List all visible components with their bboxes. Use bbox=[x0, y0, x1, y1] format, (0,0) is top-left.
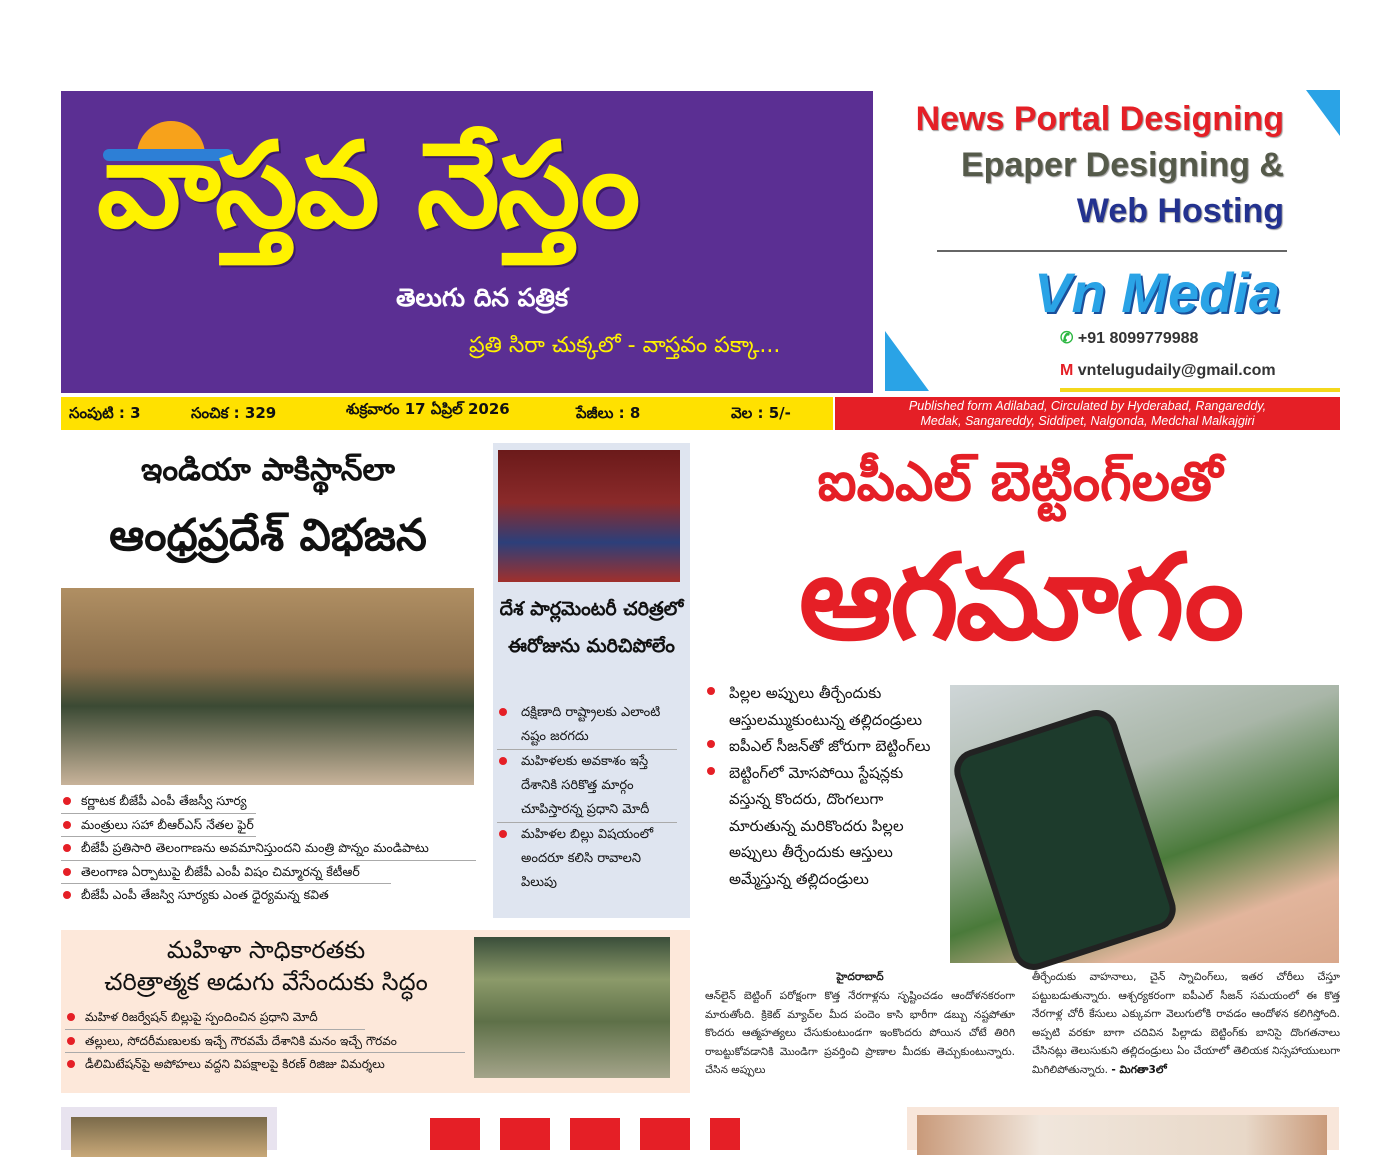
parliament-speech-photo bbox=[61, 588, 474, 785]
story3-kicker[interactable]: ఐపీఎల్ బెట్టింగ్‌లతో bbox=[817, 450, 1223, 513]
list-item: డీలిమిటేషన్‌పై అపోహలు వద్దని విపక్షాలపై కిరణ్ రిజిజు విమర్శలు bbox=[65, 1053, 465, 1076]
list-item: మంత్రులు సహా బీఆర్ఎస్ నేతల ఫైర్ bbox=[61, 814, 256, 838]
story2-box bbox=[493, 443, 690, 918]
newspaper-subtitle: తెలుగు దిన పత్రిక bbox=[396, 283, 569, 312]
story1-kicker[interactable]: ఇండియా పాకిస్థాన్‌లా bbox=[140, 452, 396, 488]
continued-link[interactable]: - మిగతా3లో bbox=[1111, 1063, 1167, 1076]
corner-decoration bbox=[885, 331, 929, 391]
published-line-1: Published form Adilabad, Circulated by Hyderabad, Rangareddy, bbox=[908, 399, 1267, 413]
list-item: దక్షిణాది రాష్ట్రాలకు ఎలాంటి నష్టం జరగదు bbox=[497, 701, 677, 750]
list-item: ఐపీఎల్ సీజన్‌తో జోరుగా బెట్టింగ్‌లు bbox=[705, 733, 945, 760]
body-text: తీర్చేందుకు వాహనాలు, చైన్ స్నాచింగ్‌లు, ఇతర చోరీలు చేస్తూ పట్టుబడుతున్నారు. ఆశ్చర్యకరంగా ఐపీఎల్ సీజన్ సమయంలో ఈ కొత్త నేరగాళ్ల చోరీ కేసులు ఎక్కువగా వెలుగులోకి రావడం ఆందోళన కలిగిస్తోంది. అప్పటి వరకూ బాగా చదివిన పిల్లాడు బెట్టింగ్‌కు బానిసై దొంగతనాలు చేసినట్లు తెలుసుకుని తల్లిదండ్రులు ఏం చేయాలో తెలియక నిస్సహాయులుగా మిగిలిపోతున్నారు. bbox=[1032, 971, 1340, 1076]
assembly-photo bbox=[71, 1117, 267, 1157]
story2-bullets bbox=[497, 701, 677, 895]
story3-bullets bbox=[705, 680, 945, 892]
list-item: బీజేపీ ప్రతిసారి తెలంగాణను అవమానిస్తుందని మంత్రి పొన్నం మండిపాటు bbox=[61, 837, 476, 861]
list-item: మహిళల బిల్లు విషయంలో అందరూ కలిసి రావాలని పిలుపు bbox=[497, 823, 677, 895]
phone-icon bbox=[949, 704, 1182, 975]
ad-line-1: News Portal Designing bbox=[915, 100, 1284, 138]
story3-body-col2 bbox=[1032, 968, 1340, 1079]
masthead bbox=[61, 91, 873, 393]
vn-media-ad[interactable] bbox=[885, 90, 1340, 395]
betting-phone-photo bbox=[950, 685, 1339, 963]
bottom-headline-fragment bbox=[430, 1108, 740, 1150]
story3-body-col1: ఆన్‌లైన్ బెట్టింగ్ పరోక్షంగా కొత్త నేరగాళ్లను సృష్టించడం ఆందోళనకరంగా మారుతోంది. క్రికెట్ మ్యాచ్‌ల మీద పందెం కాసి భారీగా డబ్బు నష్టపోతూ కొందరు ఆత్మహత్యలు చేసుకుంటుండగా ఇంకొందరు పోయిన చోటే తిరిగి రాబట్టుకోవడానికి మొండిగా ప్రవర్తించి ప్రాణాల మీదకు తెచ్చుకుంటున్నారు. చేసిన అప్పులు bbox=[705, 990, 1015, 1076]
list-item: బీజేపీ ఎంపీ తేజస్వి సూర్యకు ఎంత ధైర్యమన్న కవిత bbox=[61, 884, 476, 907]
issue-info-bar bbox=[61, 397, 833, 430]
ad-brand: Vn Media bbox=[1034, 261, 1280, 324]
pm-modi-photo bbox=[498, 450, 680, 582]
leaders-photo bbox=[917, 1115, 1327, 1155]
story2-headline[interactable]: దేశ పార్లమెంటరీ చరిత్రలో ఈరోజును మరిచిపోలేం bbox=[499, 598, 684, 657]
newspaper-title: వాస్తవ నేస్తం bbox=[97, 116, 639, 254]
story3-headline[interactable]: ఆగమాగం bbox=[798, 528, 1242, 666]
list-item: పిల్లల అప్పులు తీర్చేందుకు ఆస్తులమ్ముకుంటున్న తల్లిదండ్రులు bbox=[705, 680, 945, 733]
issue-date: శుక్రవారం 17 ఏప్రిల్ 2026 bbox=[346, 400, 510, 418]
story1-headline[interactable]: ఆంధ్రప్రదేశ్ విభజన bbox=[109, 510, 427, 561]
gmail-icon: M bbox=[1060, 362, 1074, 379]
volume: సంపుటి : 3 bbox=[69, 404, 141, 422]
ad-line-2: Epaper Designing & bbox=[960, 146, 1284, 184]
corner-decoration bbox=[1306, 90, 1340, 136]
story4-headline-1[interactable]: మహిళా సాధికారతకు bbox=[166, 936, 366, 964]
story1-bullets bbox=[61, 790, 476, 907]
story4-box bbox=[61, 930, 690, 1093]
divider bbox=[1060, 388, 1340, 392]
phone-number: +91 8099779988 bbox=[1077, 330, 1199, 347]
list-item: మహిళ రిజర్వేషన్ బిల్లుపై స్పందించిన ప్రధాని మోదీ bbox=[65, 1006, 365, 1030]
red-headline-shape bbox=[430, 1118, 740, 1150]
bottom-story-box bbox=[61, 1107, 277, 1150]
story4-headline-2[interactable]: చరిత్రాత్మక అడుగు వేసేందుకు సిద్ధం bbox=[104, 968, 428, 996]
list-item: మహిళలకు అవకాశం ఇస్తే దేశానికి సరికొత్త మార్గం చూపిస్తారన్న ప్రధాని మోదీ bbox=[497, 750, 677, 823]
issue-number: సంచిక : 329 bbox=[191, 404, 277, 422]
ad-line-3: Web Hosting bbox=[1076, 192, 1284, 230]
lok-sabha-photo bbox=[474, 937, 670, 1078]
dateline: హైదరాబాద్ bbox=[836, 971, 884, 983]
story4-bullets bbox=[65, 1006, 465, 1076]
email-contact bbox=[1060, 362, 1276, 380]
phone-contact bbox=[1060, 328, 1198, 348]
list-item: బెట్టింగ్‌లో మోసపోయి స్టేషన్లకు వస్తున్న కొందరు, దొంగలుగా మారుతున్న మరికొందరు పిల్లల అప్పులు తీర్చేందుకు ఆస్తులు అమ్మేస్తున్న తల్లిదండ్రులు bbox=[705, 760, 945, 893]
publication-info bbox=[835, 397, 1340, 430]
price: వెల : 5/- bbox=[731, 404, 791, 422]
email-address: vntelugudaily@gmail.com bbox=[1077, 362, 1276, 379]
divider bbox=[937, 250, 1287, 252]
list-item: తల్లులు, సోదరీమణులకు ఇచ్చే గౌరవమే దేశానికి మనం ఇచ్చే గౌరవం bbox=[65, 1030, 465, 1054]
whatsapp-icon: ✆ bbox=[1060, 330, 1074, 347]
bottom-story-box-right bbox=[907, 1107, 1339, 1150]
newspaper-tagline: ప్రతి సిరా చుక్కలో - వాస్తవం పక్కా... bbox=[469, 333, 781, 358]
list-item: తెలంగాణ ఏర్పాటుపై బీజేపీ ఎంపీ విషం చిమ్మారన్న కేటీఆర్ bbox=[61, 861, 391, 885]
published-line-2: Medak, Sangareddy, Siddipet, Nalgonda, Medchal Malkajgiri bbox=[920, 414, 1255, 428]
list-item: కర్ణాటక బీజేపీ ఎంపీ తేజస్వీ సూర్య bbox=[61, 790, 256, 814]
page-count: పేజీలు : 8 bbox=[576, 404, 641, 422]
